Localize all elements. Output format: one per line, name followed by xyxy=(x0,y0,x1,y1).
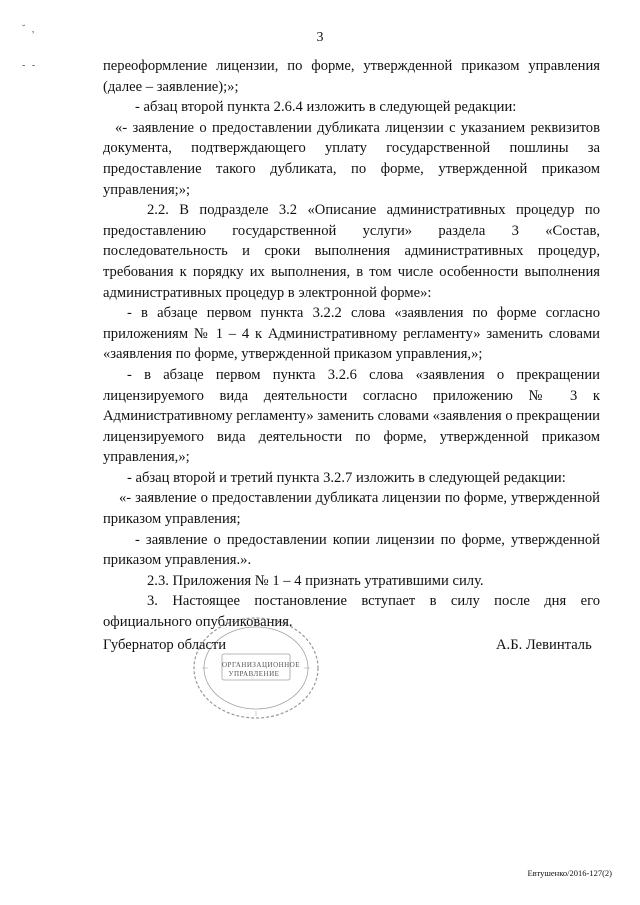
paragraph-9: - заявление о предоставлении копии лицензии по форме, утвержденной приказом управления.». xyxy=(103,531,600,569)
paragraph-5: - в абзаце первом пункта 3.2.2 слова «заявления по форме согласно приложениям № 1 – 4 к Административному регламенту» заменить словами «заявления по форме, утвержденной приказом управления,»; xyxy=(103,305,600,363)
signature-title: Губернатор области xyxy=(103,637,227,653)
scan-mark-middle: - - xyxy=(22,60,38,71)
page-number: 3 xyxy=(316,30,324,45)
paragraph-11: 3. Настоящее постановление вступает в силу после дня его официального опубликования. xyxy=(103,593,600,631)
document-body xyxy=(103,56,600,633)
paragraph-1: переоформление лицензии, по форме, утвержденной приказом управления (далее – заявление);»; xyxy=(103,58,600,95)
paragraph-6: - в абзаце первом пункта 3.2.6 слова «заявления о прекращении лицензируемого вида деятельности согласно приложению № 3 к Административному регламенту» заменить словами «заявления о прекращении лицензируемого вида деятельности по форме, утвержденной приказом управления,»; xyxy=(103,366,600,466)
paragraph-10: 2.3. Приложения № 1 – 4 признать утратившими силу. xyxy=(147,572,484,589)
paragraph-2: - абзац второй пункта 2.6.4 изложить в следующей редакции: xyxy=(135,99,517,116)
paragraph-4: 2.2. В подразделе 3.2 «Описание административных процедур по предоставлению государственной услуги» раздела 3 «Состав, последовательность и сроки выполнения административных процедур, требования к порядку их выполнения, в том числе особенности выполнения административных процедур в электронной форме»: xyxy=(103,202,600,301)
paragraph-3: «- заявление о предоставлении дубликата лицензии с указанием реквизитов документа, подтверждающего уплату государственной пошлины за предоставление такого дубликата, по форме, утвержденной приказом управления;»; xyxy=(103,119,600,198)
scan-mark-top: ˘ , xyxy=(22,24,37,35)
footer-code: Евтушенко/2016-127(2) xyxy=(527,868,612,878)
signature-name: А.Б. Левинталь xyxy=(496,637,592,653)
seal-center-text: ОРГАНИЗАЦИОННОЕ УПРАВЛЕНИЕ xyxy=(222,661,301,678)
paragraph-8: «- заявление о предоставлении дубликата лицензии по форме, утвержденной приказом управления; xyxy=(103,490,600,528)
paragraph-7: - абзац второй и третий пункта 3.2.7 изложить в следующей редакции: xyxy=(127,469,566,486)
